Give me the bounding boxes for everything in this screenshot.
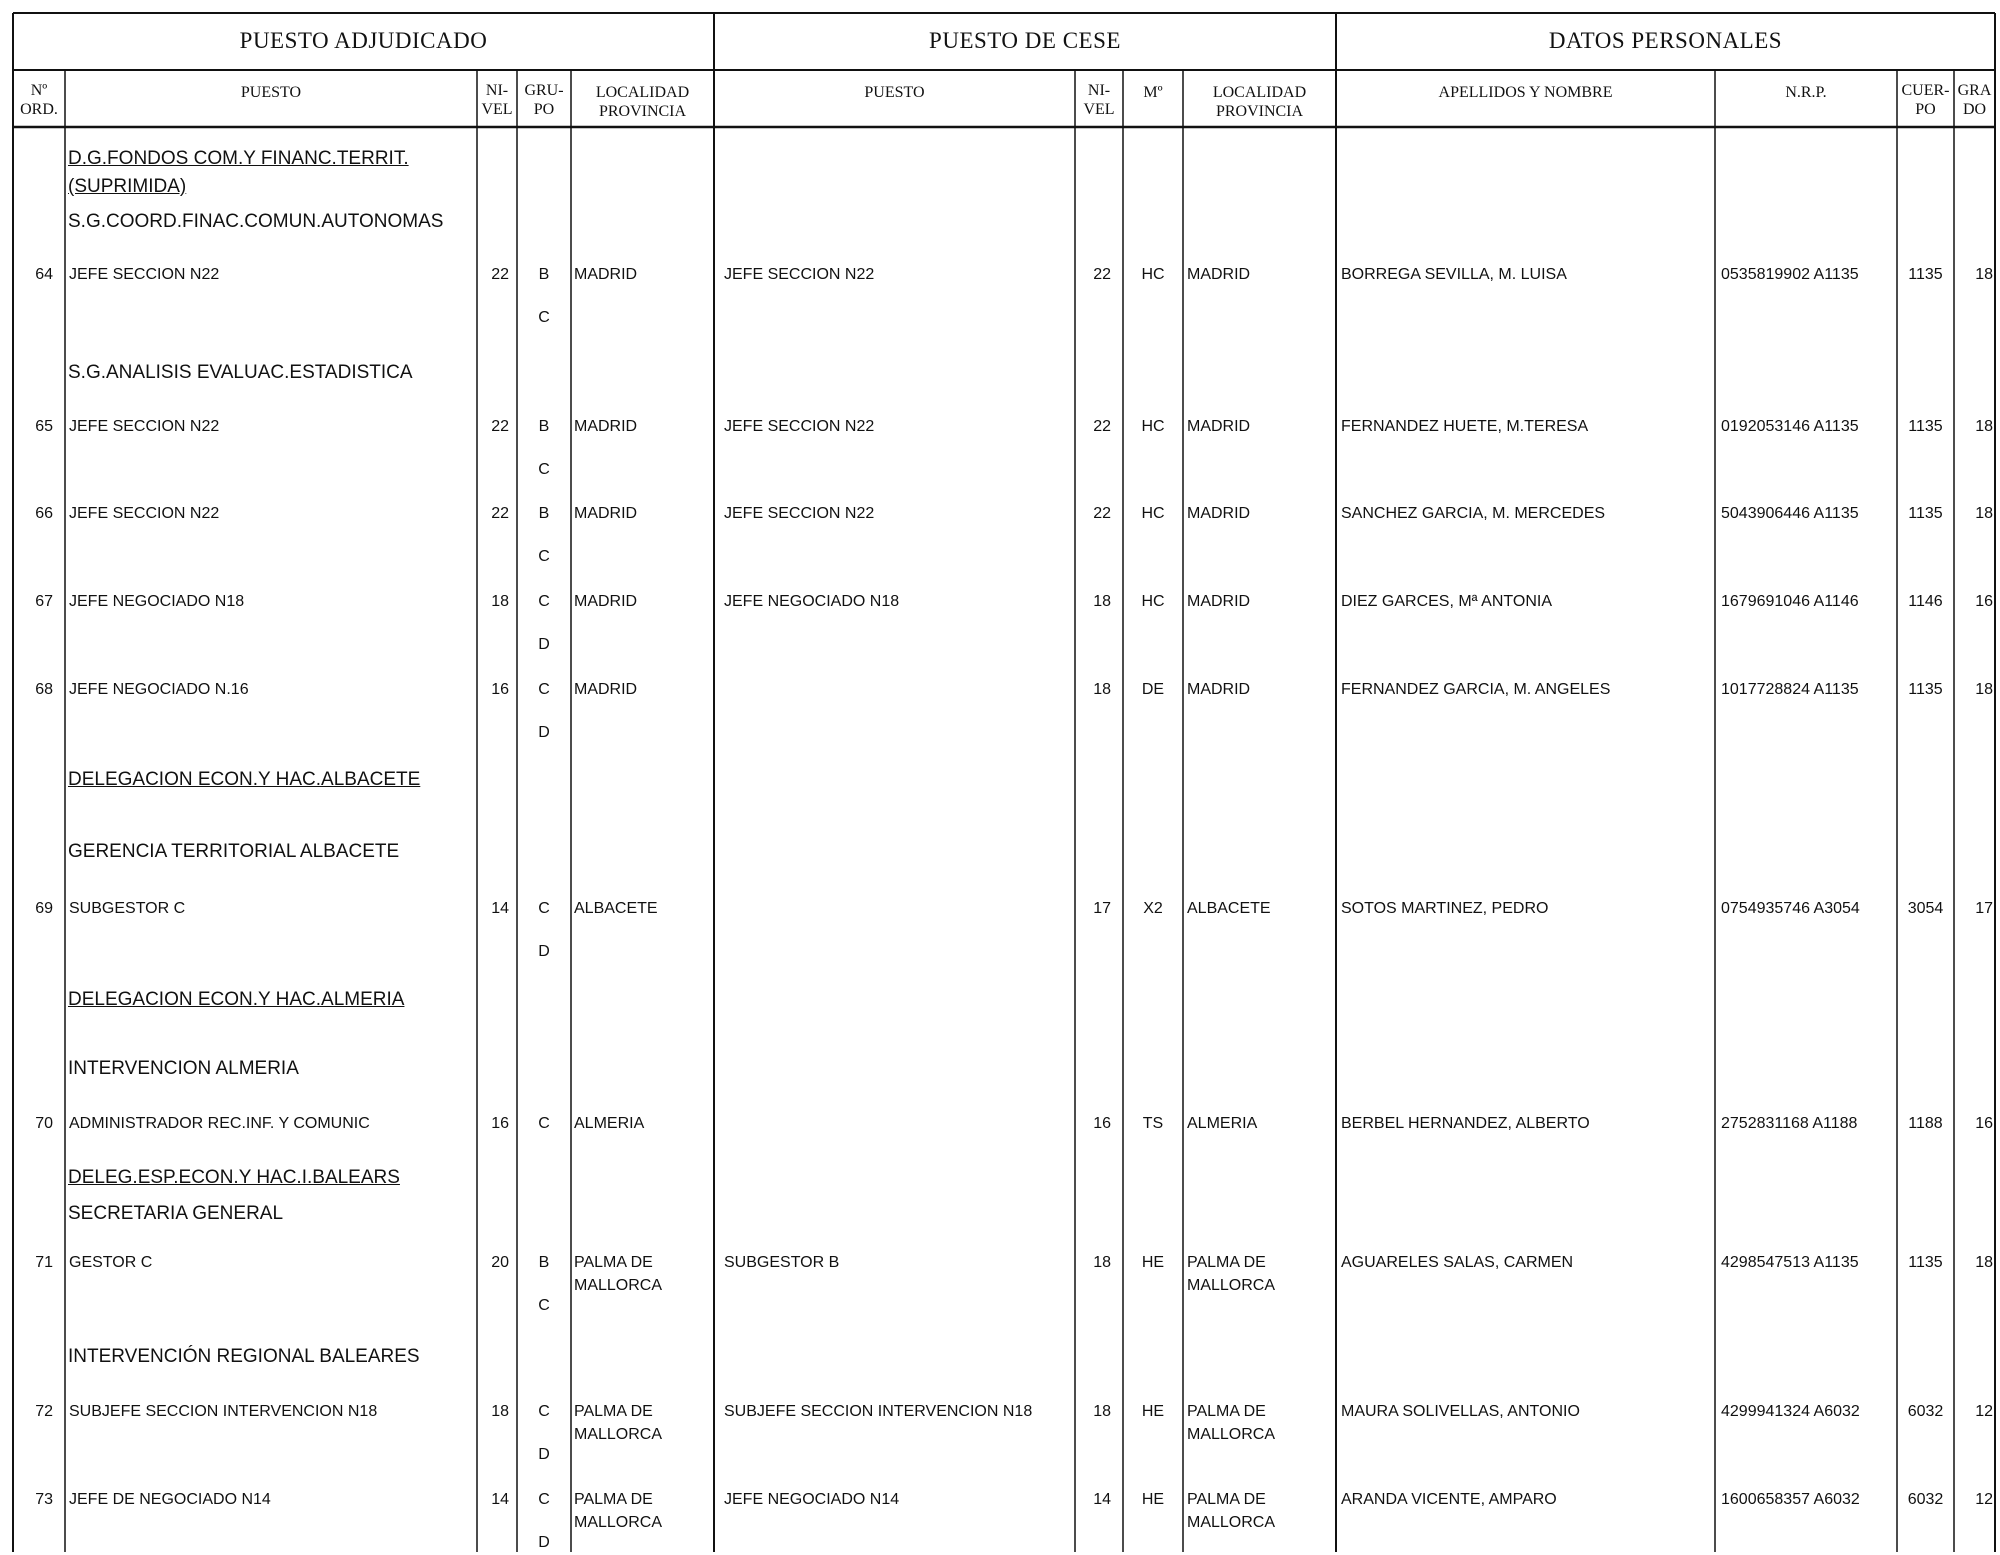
nivel-cese: 14 [1093,1491,1111,1508]
section-heading: D.G.FONDOS COM.Y FINANC.TERRIT. (SUPRIMIDA) [68,148,409,197]
puesto-adjudicado: JEFE SECCION N22 [69,505,220,522]
column-header-cese_localidad: LOCALIDAD PROVINCIA [1212,84,1307,120]
ministerio-cese: HC [1141,418,1165,435]
puesto-cese: SUBJEFE SECCION INTERVENCION N18 [724,1403,1033,1420]
grupo-value: D [538,943,550,960]
section-heading: GERENCIA TERRITORIAL ALBACETE [68,841,400,862]
localidad-adjudicada: MADRID [574,505,638,522]
puesto-adjudicado: GESTOR C [69,1254,153,1271]
localidad-cese: MADRID [1187,593,1251,610]
section-heading: DELEGACION ECON.Y HAC.ALBACETE [68,769,421,790]
column-header-grupo: GRU- PO [524,82,564,118]
grupo-value: B [538,505,550,522]
localidad-adjudicada: PALMA DE MALLORCA [574,1491,663,1531]
column-header-cese_puesto: PUESTO [864,84,925,101]
nivel-adjudicado: 18 [491,593,509,610]
nivel-cese: 16 [1093,1115,1111,1132]
localidad-cese: PALMA DE MALLORCA [1187,1254,1276,1294]
puesto-adjudicado: JEFE NEGOCIADO N.16 [69,681,249,698]
column-header-nombre: APELLIDOS Y NOMBRE [1438,84,1613,101]
localidad-adjudicada: MADRID [574,681,638,698]
nivel-adjudicado: 20 [491,1254,509,1271]
order-number: 65 [35,418,53,435]
localidad-cese: PALMA DE MALLORCA [1187,1491,1276,1531]
nrp-value: 5043906446 A1135 [1721,505,1859,522]
apellidos-nombre: MAURA SOLIVELLAS, ANTONIO [1341,1403,1580,1420]
puesto-adjudicado: JEFE NEGOCIADO N18 [69,593,245,610]
nivel-adjudicado: 22 [491,266,509,283]
nivel-cese: 18 [1093,1403,1111,1420]
column-header-nrp: N.R.P. [1785,84,1827,101]
section-header: PUESTO DE CESE [929,28,1121,53]
localidad-cese: ALBACETE [1187,900,1271,917]
puesto-adjudicado: SUBGESTOR C [69,900,186,917]
nivel-adjudicado: 14 [491,1491,509,1508]
ministerio-cese: HE [1141,1403,1165,1420]
ministerio-cese: HE [1141,1491,1165,1508]
nivel-adjudicado: 22 [491,418,509,435]
order-number: 70 [35,1115,53,1132]
nivel-adjudicado: 14 [491,900,509,917]
nivel-cese: 22 [1093,505,1111,522]
nivel-adjudicado: 16 [491,1115,509,1132]
grupo-value: C [538,593,550,610]
grupo-value: C [538,461,550,478]
column-header-nivel: NI- VEL [481,82,513,118]
nivel-cese: 22 [1093,266,1111,283]
column-header-ord: Nº ORD. [20,82,58,118]
grupo-value: C [538,548,550,565]
grado-value: 12 [1975,1403,1993,1420]
puesto-adjudicado: JEFE SECCION N22 [69,266,220,283]
grupo-value: B [538,1254,550,1271]
grupo-value: D [538,724,550,741]
grupo-value: C [538,1403,550,1420]
nivel-cese: 18 [1093,593,1111,610]
grupo-value: C [538,681,550,698]
nrp-value: 1679691046 A1146 [1721,593,1859,610]
apellidos-nombre: SANCHEZ GARCIA, M. MERCEDES [1341,505,1606,522]
grado-value: 12 [1975,1491,1993,1508]
nivel-cese: 17 [1093,900,1111,917]
ministerio-cese: TS [1142,1115,1164,1132]
section-heading: DELEG.ESP.ECON.Y HAC.I.BALEARS [68,1167,400,1188]
grupo-value: C [538,1115,550,1132]
cuerpo-value: 1135 [1908,505,1943,522]
ministerio-cese: HC [1141,593,1165,610]
section-heading: S.G.COORD.FINAC.COMUN.AUTONOMAS [68,211,444,232]
apellidos-nombre: AGUARELES SALAS, CARMEN [1341,1254,1574,1271]
grupo-value: C [538,309,550,326]
nrp-value: 2752831168 A1188 [1721,1115,1858,1132]
column-header-cese_nivel: NI- VEL [1083,82,1115,118]
apellidos-nombre: FERNANDEZ GARCIA, M. ANGELES [1341,681,1611,698]
ministerio-cese: HE [1141,1254,1165,1271]
apellidos-nombre: BERBEL HERNANDEZ, ALBERTO [1341,1115,1590,1132]
localidad-adjudicada: MADRID [574,418,638,435]
ministerio-cese: HC [1141,266,1165,283]
grupo-value: D [538,1446,550,1463]
grado-value: 16 [1975,1115,1993,1132]
grupo-value: B [538,266,550,283]
apellidos-nombre: DIEZ GARCES, Mª ANTONIA [1341,593,1552,610]
nrp-value: 0754935746 A3054 [1721,900,1860,917]
grado-value: 18 [1975,266,1993,283]
section-heading: DELEGACION ECON.Y HAC.ALMERIA [68,989,405,1010]
puesto-adjudicado: SUBJEFE SECCION INTERVENCION N18 [69,1403,378,1420]
cuerpo-value: 1188 [1908,1115,1943,1132]
order-number: 68 [35,681,53,698]
section-heading: S.G.ANALISIS EVALUAC.ESTADISTICA [68,362,413,383]
order-number: 67 [35,593,53,610]
apellidos-nombre: ARANDA VICENTE, AMPARO [1341,1491,1557,1508]
cuerpo-value: 1135 [1908,681,1943,698]
apellidos-nombre: FERNANDEZ HUETE, M.TERESA [1341,418,1589,435]
localidad-adjudicada: ALMERIA [574,1115,645,1132]
nivel-adjudicado: 18 [491,1403,509,1420]
column-header-localidad: LOCALIDAD PROVINCIA [595,84,690,120]
localidad-cese: PALMA DE MALLORCA [1187,1403,1276,1443]
grado-value: 18 [1975,681,1993,698]
nivel-adjudicado: 16 [491,681,509,698]
nivel-cese: 18 [1093,681,1111,698]
puesto-cese: JEFE NEGOCIADO N18 [724,593,900,610]
puesto-adjudicado: JEFE SECCION N22 [69,418,220,435]
nrp-value: 4299941324 A6032 [1721,1403,1860,1420]
order-number: 72 [35,1403,53,1420]
column-header-cese_m: Mº [1143,84,1163,101]
puesto-cese: JEFE SECCION N22 [724,505,875,522]
localidad-cese: ALMERIA [1187,1115,1258,1132]
section-header: PUESTO ADJUDICADO [239,28,488,53]
order-number: 66 [35,505,53,522]
ministerio-cese: HC [1141,505,1165,522]
cuerpo-value: 3054 [1907,900,1944,917]
localidad-cese: MADRID [1187,266,1251,283]
localidad-cese: MADRID [1187,505,1251,522]
nrp-value: 4298547513 A1135 [1721,1254,1859,1271]
grado-value: 18 [1975,418,1993,435]
apellidos-nombre: SOTOS MARTINEZ, PEDRO [1341,900,1549,917]
grupo-value: C [538,1491,550,1508]
column-header-cuerpo: CUER- PO [1901,82,1950,118]
nivel-cese: 22 [1093,418,1111,435]
localidad-cese: MADRID [1187,418,1251,435]
puesto-cese: JEFE SECCION N22 [724,418,875,435]
puesto-cese: SUBGESTOR B [724,1254,840,1271]
localidad-adjudicada: PALMA DE MALLORCA [574,1254,663,1294]
puesto-adjudicado: ADMINISTRADOR REC.INF. Y COMUNIC [69,1115,370,1132]
cuerpo-value: 6032 [1907,1403,1944,1420]
order-number: 73 [35,1491,53,1508]
cuerpo-value: 1135 [1908,266,1943,283]
nivel-adjudicado: 22 [491,505,509,522]
localidad-adjudicada: MADRID [574,593,638,610]
nrp-value: 0192053146 A1135 [1721,418,1859,435]
grupo-value: D [538,636,550,653]
cuerpo-value: 1135 [1908,1254,1943,1271]
section-header: DATOS PERSONALES [1548,28,1783,53]
ministerio-cese: DE [1141,681,1165,698]
cuerpo-value: 6032 [1907,1491,1944,1508]
section-heading: INTERVENCION ALMERIA [68,1058,299,1079]
localidad-adjudicada: PALMA DE MALLORCA [574,1403,663,1443]
cuerpo-value: 1146 [1908,593,1943,610]
grado-value: 16 [1975,593,1993,610]
nrp-value: 1600658357 A6032 [1721,1491,1860,1508]
grupo-value: D [538,1534,550,1551]
grupo-value: C [538,1297,550,1314]
order-number: 71 [35,1254,53,1271]
grado-value: 18 [1975,1254,1993,1271]
column-header-puesto: PUESTO [240,84,302,101]
grado-value: 17 [1975,900,1993,917]
localidad-adjudicada: ALBACETE [574,900,658,917]
localidad-adjudicada: MADRID [574,266,638,283]
puesto-adjudicado: JEFE DE NEGOCIADO N14 [69,1491,271,1508]
column-header-grado: GRA DO [1957,82,1992,118]
cuerpo-value: 1135 [1908,418,1943,435]
localidad-cese: MADRID [1187,681,1251,698]
nrp-value: 1017728824 A1135 [1721,681,1859,698]
order-number: 69 [35,900,53,917]
grado-value: 18 [1975,505,1993,522]
section-heading: SECRETARIA GENERAL [68,1203,284,1224]
ministerio-cese: X2 [1143,900,1163,917]
puesto-cese: JEFE NEGOCIADO N14 [724,1491,900,1508]
nivel-cese: 18 [1093,1254,1111,1271]
puesto-cese: JEFE SECCION N22 [724,266,875,283]
section-heading: INTERVENCIÓN REGIONAL BALEARES [68,1346,420,1367]
nrp-value: 0535819902 A1135 [1721,266,1859,283]
grupo-value: B [538,418,550,435]
order-number: 64 [35,266,53,283]
grupo-value: C [538,900,550,917]
apellidos-nombre: BORREGA SEVILLA, M. LUISA [1341,266,1567,283]
